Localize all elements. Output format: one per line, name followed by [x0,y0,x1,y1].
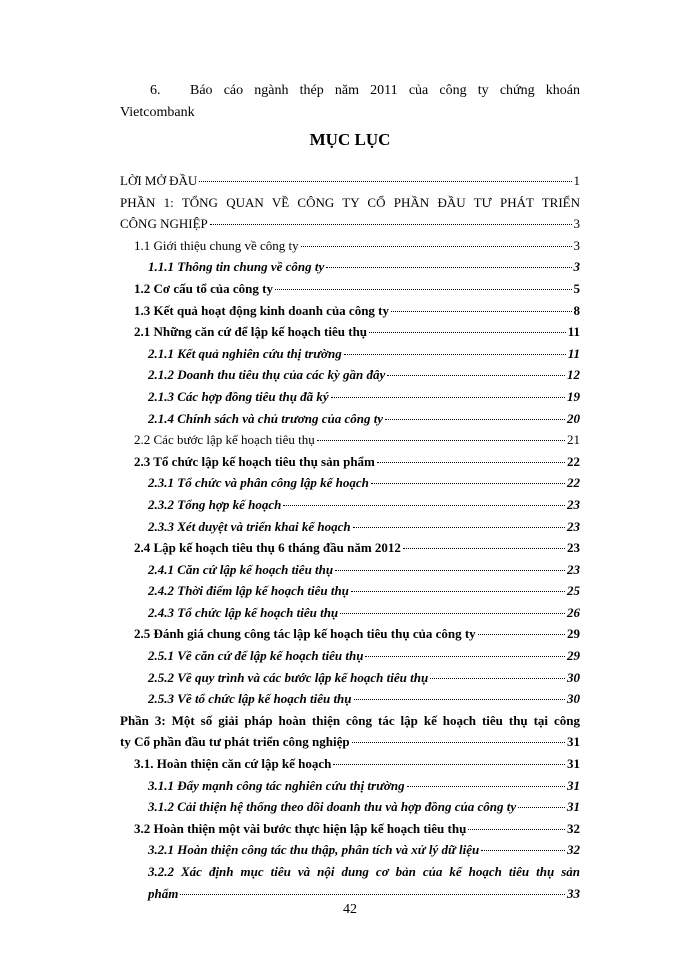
toc-entry-title: 3.1. Hoàn thiện căn cứ lập kế hoạch [134,756,332,772]
toc-entry-page: 23 [567,540,580,556]
toc-entry[interactable] [120,667,580,689]
toc-dot-leader [199,181,571,182]
toc-entry-title: 1.3 Kết quả hoạt động kinh doanh của công ty [134,302,390,318]
toc-entry-page: 5 [573,280,580,296]
toc-entry-title: 2.1.3 Các hợp đồng tiêu thụ đã ký [148,388,329,404]
toc-title: MỤC LỤC [309,130,391,149]
toc-dot-leader [326,267,571,268]
toc-entry-title: 2.5 Đánh giá chung công tác lập kế hoạch tiêu thụ của công ty [134,626,476,642]
toc-entry[interactable] [120,494,580,516]
toc-entry-page: 19 [567,388,580,404]
toc-entry[interactable] [120,408,580,430]
toc-dot-leader [385,419,565,420]
toc-dot-leader [407,786,565,787]
toc-entry-title: 1.1 Giới thiệu chung về công ty [134,237,299,253]
toc-entry-page: 31 [567,777,580,793]
toc-entry-page: 20 [567,410,580,426]
toc-entry-page: 33 [567,885,580,901]
toc-dot-leader [180,894,565,895]
toc-dot-leader [481,850,565,851]
toc-entry-page: 23 [567,496,580,512]
toc-entry-title: 1.1.1 Thông tin chung về công ty [148,259,325,275]
toc-entry-title: 2.4.2 Thời điểm lập kế hoạch tiêu thụ [148,583,349,599]
toc-entry-line-1: 3.2.2 Xác định mục tiêu và nội dung cơ bản của kế hoạch tiêu thụ sản [148,864,580,879]
toc-entry-page: 32 [567,842,580,858]
toc-entry[interactable] [120,278,580,300]
page-number: 42 [343,902,357,917]
toc-entry[interactable] [120,472,580,494]
toc-entry-title: 2.4.1 Căn cứ lập kế hoạch tiêu thụ [148,561,334,577]
toc-entry-title: 2.4 Lập kế hoạch tiêu thụ 6 tháng đầu năm 2012 [134,540,401,556]
toc-entry[interactable] [120,213,580,235]
toc-entry-title: 3.2.1 Hoàn thiện công tác thu thập, phân tích và xử lý dữ liệu [148,842,480,858]
reference-line-1 [120,80,580,102]
toc-entry-title: 3.1.2 Cải thiện hệ thống theo dõi doanh thu và hợp đồng của công ty [148,799,517,815]
toc-entry-page: 1 [573,173,580,188]
toc-dot-leader [353,527,565,528]
toc-entry-title: 2.5.3 Về tổ chức lập kế hoạch tiêu thụ [148,691,352,707]
toc-entry-page: 29 [567,626,580,642]
toc-entry-page: 11 [567,345,580,361]
toc-dot-leader [468,829,565,830]
toc-entry[interactable] [120,429,580,451]
toc-entry[interactable] [120,537,580,559]
toc-entry[interactable] [120,753,580,775]
toc-entry-page: 3 [573,259,580,275]
toc-dot-leader [369,332,566,333]
toc-dot-leader [371,483,565,484]
toc-entry[interactable] [120,731,580,753]
toc-entry[interactable] [120,796,580,818]
toc-dot-leader [365,656,565,657]
toc-dot-leader [340,613,565,614]
toc-entry-page: 11 [567,324,580,340]
toc-entry[interactable] [120,818,580,840]
toc-dot-leader [387,375,565,376]
toc-entry-page: 31 [567,799,580,815]
toc-entry[interactable] [120,602,580,624]
toc-entry-title: 2.1 Những căn cứ để lập kế hoạch tiêu thụ [134,324,368,340]
toc-entry-title: 2.3 Tổ chức lập kế hoạch tiêu thụ sản phẩm [134,453,375,469]
toc-entry-page: 25 [567,583,580,599]
toc-entry-page: 22 [567,475,580,491]
toc-entry[interactable] [120,451,580,473]
toc-entry-title: phẩm [148,885,179,901]
toc-entry[interactable] [120,580,580,602]
reference-text-1: Báo cáo ngành thép năm 2011 của công ty chứng khoán [190,83,580,98]
toc-entry-page: 3 [573,216,580,232]
toc-entry[interactable] [120,559,580,581]
toc-entry-title: 1.2 Cơ cấu tổ của công ty [134,280,273,296]
toc-dot-leader [333,764,565,765]
toc-dot-leader [518,807,565,808]
toc-entry-page: 32 [567,820,580,836]
toc-dot-leader [283,505,565,506]
toc-entry[interactable] [120,235,580,257]
toc-entry[interactable] [120,170,580,192]
toc-entry-title: LỜI MỞ ĐẦU [120,173,198,188]
toc-entry[interactable] [120,775,580,797]
toc-entry-title: 2.3.3 Xét duyệt và triển khai kế hoạch [148,518,351,534]
toc-dot-leader [391,311,571,312]
table-of-contents [120,170,580,904]
toc-entry[interactable] [120,386,580,408]
toc-entry-title: 2.4.3 Tổ chức lập kế hoạch tiêu thụ [148,604,339,620]
toc-dot-leader [301,246,572,247]
toc-entry-page: 8 [573,302,580,318]
toc-entry-page: 26 [567,604,580,620]
toc-entry[interactable] [120,688,580,710]
toc-dot-leader [351,591,565,592]
toc-entry-page: 31 [567,734,580,750]
toc-entry-page: 21 [567,432,580,448]
toc-entry[interactable] [120,839,580,861]
toc-entry-line-1: PHẦN 1: TỔNG QUAN VỀ CÔNG TY CỔ PHẦN ĐẦU TƯ PHÁT TRIỂN [120,194,580,210]
toc-entry-title: CÔNG NGHIỆP [120,216,208,232]
toc-dot-leader [478,634,565,635]
toc-entry-page: 23 [567,561,580,577]
toc-entry[interactable] [120,321,580,343]
toc-entry-title: 2.3.1 Tổ chức và phân công lập kế hoạch [148,475,369,491]
toc-dot-leader [430,678,565,679]
toc-dot-leader [335,570,565,571]
toc-dot-leader [403,548,565,549]
toc-entry-page: 29 [567,648,580,664]
toc-entry-title: 2.1.1 Kết quả nghiên cứu thị trường [148,345,342,361]
toc-entry[interactable] [120,883,580,905]
toc-dot-leader [275,289,572,290]
toc-entry[interactable] [120,516,580,538]
toc-entry[interactable] [120,623,580,645]
toc-entry-title: 2.1.4 Chính sách và chủ trương của công ty [148,410,384,426]
toc-entry[interactable] [120,300,580,322]
toc-entry-title: 3.2 Hoàn thiện một vài bước thực hiện lập kế hoạch tiêu thụ [134,820,467,836]
toc-dot-leader [352,742,565,743]
toc-dot-leader [354,699,565,700]
toc-dot-leader [331,397,565,398]
toc-entry-title: ty Cổ phần đầu tư phát triển công nghiệp [120,734,350,750]
toc-entry[interactable] [120,645,580,667]
toc-entry-page: 30 [567,669,580,685]
toc-entry-title: 2.5.2 Về quy trình và các bước lập kế hoạch tiêu thụ [148,669,429,685]
toc-entry-title: 3.1.1 Đẩy mạnh công tác nghiên cứu thị trường [148,777,405,793]
toc-entry-page: 23 [567,518,580,534]
toc-entry-title: 2.5.1 Về căn cứ để lập kế hoạch tiêu thụ [148,648,364,664]
toc-entry-page: 3 [573,237,580,253]
toc-entry-page: 31 [567,756,580,772]
toc-entry-page: 12 [567,367,580,383]
toc-dot-leader [344,354,566,355]
toc-entry[interactable] [120,256,580,278]
toc-entry-page: 22 [567,453,580,469]
toc-entry-title: 2.1.2 Doanh thu tiêu thụ của các kỳ gần đây [148,367,386,383]
reference-number: 6. [150,83,161,98]
toc-dot-leader [317,440,565,441]
toc-entry[interactable] [120,364,580,386]
reference-line-2: Vietcombank [120,105,195,120]
toc-entry-page: 30 [567,691,580,707]
reference-entry [120,80,580,124]
toc-entry[interactable] [120,343,580,365]
toc-dot-leader [377,462,565,463]
toc-entry-title: 2.3.2 Tổng hợp kế hoạch [148,496,282,512]
toc-entry-title: 2.2 Các bước lập kế hoạch tiêu thụ [134,432,315,448]
toc-dot-leader [210,224,572,225]
toc-entry-line-1: Phần 3: Một số giải pháp hoàn thiện công tác lập kế hoạch tiêu thụ tại công [120,712,580,728]
